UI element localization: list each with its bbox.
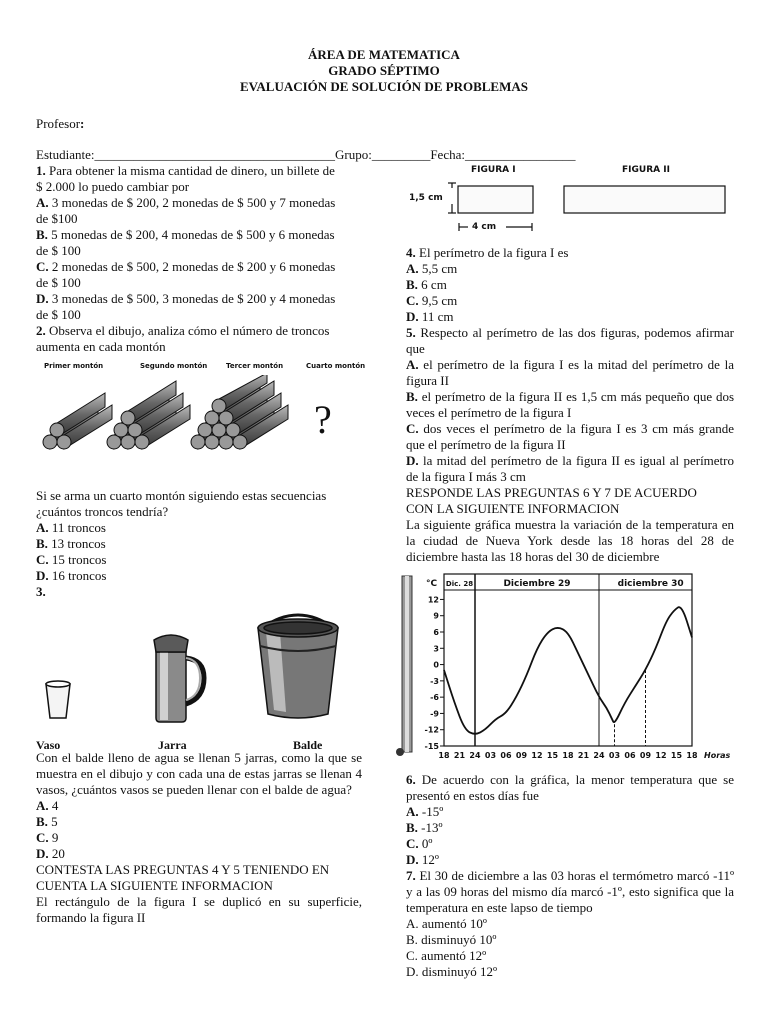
q4-option-b [406, 277, 734, 293]
q4-option-c-text: 9,5 cm [421, 293, 458, 308]
x-tick-label-8: 18 [562, 751, 574, 760]
q4-text: El perímetro de la figura I es [419, 245, 569, 260]
q4-option-c [406, 293, 734, 309]
q7-text: El 30 de diciembre a las 03 horas el termómetro marcó -11º y a las 09 horas del mismo día marcó -1º, esto significa que la temperatura en este lapso de tiempo [406, 868, 735, 915]
q5-option-c [406, 421, 734, 453]
y-tick-label-6: -6 [430, 693, 439, 703]
q6-option-c-text: 0º [421, 836, 433, 851]
q1-stem [36, 163, 362, 179]
q1-option-b-letter: B. [36, 227, 48, 242]
q4-option-a-text: 5,5 cm [421, 261, 458, 276]
q2-text-a: Observa el dibujo, analiza cómo el número de troncos [49, 323, 330, 338]
x-tick-label-16: 18 [686, 751, 698, 760]
q1-number: 1. [36, 163, 46, 178]
q6-option-c-letter: C. [406, 836, 419, 851]
q2-option-c [36, 552, 362, 568]
q4-option-d-text: 11 cm [421, 309, 454, 324]
q2-option-d-text: 16 troncos [51, 568, 107, 583]
q5-text: Respecto al perímetro de las dos figuras, podemos afirmar que [406, 325, 735, 356]
section45-text: El rectángulo de la figura I se duplicó en su superficie, formando la figura II [36, 894, 362, 925]
profesor-colon: : [80, 116, 85, 131]
q7-option-c: C. aumentó 12º [406, 948, 487, 963]
q3-number: 3. [36, 584, 46, 599]
section67-text: La siguiente gráfica muestra la variación de la temperatura en la ciudad de Nueva York desde las 18 horas del 28 de diciembre hasta las 18 horas del 30 de diciembre [406, 517, 734, 564]
y-tick-label-1: 9 [433, 611, 439, 621]
q1-option-d-letter: D. [36, 291, 49, 306]
label-jarra: Jarra [158, 738, 187, 752]
q2-question-b: ¿cuántos troncos tendría? [36, 504, 169, 519]
student-field-line: Estudiante:_____________________________________Grupo:_________Fecha:_________________ [36, 147, 576, 162]
q2-question [36, 488, 362, 600]
q2-option-c-letter: C. [36, 552, 49, 567]
q4-option-d-letter: D. [406, 309, 419, 324]
q3-number-line [36, 584, 362, 600]
q3-option-b-text: 5 [51, 814, 58, 829]
q3-option-c [36, 830, 362, 846]
x-tick-label-2: 24 [469, 751, 481, 760]
y-tick-label-4: 0 [433, 660, 439, 670]
q5-number: 5. [406, 325, 416, 340]
figure-1-rect [458, 186, 533, 213]
q5-option-d [406, 453, 734, 485]
header-title-area: ÁREA DE MATEMATICA [308, 47, 460, 62]
q1-option-a [36, 195, 362, 211]
q1-stem-b: $ 2.000 lo puedo cambiar por [36, 179, 190, 194]
q6-number: 6. [406, 772, 416, 787]
glass-icon [46, 681, 70, 718]
day-label-1: Dic. 28 [445, 580, 474, 588]
q4-option-d [406, 309, 734, 325]
log-pile-2 [107, 381, 190, 449]
q4-option-c-letter: C. [406, 293, 419, 308]
q3-option-c-letter: C. [36, 830, 49, 845]
q2-stem [36, 323, 362, 339]
q6-option-a-letter: A. [406, 804, 419, 819]
q6-option-a-text: -15º [421, 804, 444, 819]
figure-2-rect [564, 186, 725, 213]
header-title-grade: GRADO SÉPTIMO [328, 63, 440, 78]
q6-option-c [406, 836, 734, 852]
x-axis-label: Horas [704, 751, 731, 760]
q4-stem [406, 245, 734, 261]
jug-icon [154, 635, 204, 722]
x-tick-label-0: 18 [438, 751, 450, 760]
q2-option-d-letter: D. [36, 568, 49, 583]
q3-option-d-letter: D. [36, 846, 49, 861]
caption-cuarto-monton: Cuarto montón [306, 362, 366, 370]
q1-option-b-cont: de $ 100 [36, 243, 81, 258]
q6-option-a [406, 804, 734, 820]
x-tick-label-11: 03 [608, 751, 621, 760]
q1-option-d-text: 3 monedas de $ 500, 3 monedas de $ 200 y 4 monedas [51, 291, 336, 306]
q2-option-b-text: 13 troncos [51, 536, 106, 551]
q2-question-a: Si se arma un cuarto montón siguiendo estas secuencias [36, 488, 327, 503]
x-tick-label-4: 06 [500, 751, 512, 760]
x-tick-label-5: 09 [515, 751, 528, 760]
log-pile-3 [191, 375, 288, 449]
q2-option-c-text: 15 troncos [51, 552, 107, 567]
section45-title-b: CUENTA LA SIGUIENTE INFORMACION [36, 878, 273, 893]
q3-option-a-letter: A. [36, 798, 49, 813]
q1-option-b-text: 5 monedas de $ 200, 4 monedas de $ 500 y 6 monedas [51, 227, 335, 242]
q3-option-d [36, 846, 362, 862]
q4-option-a-letter: A. [406, 261, 419, 276]
figures-diagram [405, 175, 735, 235]
x-tick-label-6: 12 [531, 751, 543, 760]
x-tick-label-1: 21 [453, 751, 466, 760]
x-tick-label-13: 09 [639, 751, 652, 760]
label-vaso: Vaso [36, 738, 61, 752]
x-tick-label-10: 24 [593, 751, 605, 760]
q2-option-a-text: 11 troncos [51, 520, 106, 535]
figure-1-title: FIGURA I [471, 165, 516, 175]
caption-tercer-monton: Tercer montón [226, 362, 284, 370]
caption-segundo-monton: Segundo montón [140, 362, 208, 370]
q2-number: 2. [36, 323, 46, 338]
q2-option-d [36, 568, 362, 584]
header-title-evaluation: EVALUACIÓN DE SOLUCIÓN DE PROBLEMAS [240, 79, 528, 94]
q1-option-a-text: 3 monedas de $ 200, 2 monedas de $ 500 y 7 monedas [51, 195, 336, 210]
q5-option-a [406, 357, 734, 389]
thermometer-glass [405, 576, 409, 752]
q6-text: De acuerdo con la gráfica, la menor temperatura que se presentó en estos días fue [406, 772, 735, 803]
q6-stem [406, 772, 734, 804]
q2-option-a-letter: A. [36, 520, 49, 535]
temperature-chart [392, 570, 732, 766]
y-tick-label-7: -9 [430, 709, 439, 719]
q6-option-d-text: 12º [421, 852, 439, 867]
q7-stem [406, 868, 734, 916]
figure-width-label: 4 cm [472, 222, 497, 232]
q4-option-b-letter: B. [406, 277, 418, 292]
q1-option-d [36, 291, 362, 307]
q5-option-b [406, 389, 734, 421]
q2-option-a [36, 520, 362, 536]
q6-option-d-letter: D. [406, 852, 419, 867]
q6-option-b-text: -13º [421, 820, 443, 835]
q5-stem [406, 325, 734, 357]
q1-option-a-cont: de $100 [36, 211, 78, 226]
bucket-icon [258, 615, 338, 718]
q3-option-a-text: 4 [51, 798, 59, 813]
y-tick-label-3: 3 [433, 644, 439, 654]
x-tick-label-12: 06 [624, 751, 636, 760]
question-mark: ? [314, 397, 332, 442]
x-tick-label-9: 21 [577, 751, 590, 760]
caption-primer-monton: Primer montón [44, 362, 104, 370]
q5-option-c-text: dos veces el perímetro de la figura I es 3 cm más grande que el perímetro de la figura II [406, 421, 735, 452]
q7-option-b: B. disminuyó 10º [406, 932, 497, 947]
q1-option-d-cont: de $ 100 [36, 307, 81, 322]
x-tick-label-3: 03 [484, 751, 497, 760]
q4-number: 4. [406, 245, 416, 260]
q5-option-b-text: el perímetro de la figura II es 1,5 cm más pequeño que dos veces el perímetro de la figura I [406, 389, 735, 420]
y-tick-label-9: -15 [424, 742, 439, 751]
right-column-q4-q5 [406, 245, 734, 565]
label-balde: Balde [293, 738, 323, 752]
q3-option-c-text: 9 [51, 830, 59, 845]
q3-option-d-text: 20 [51, 846, 65, 861]
q5-option-d-letter: D. [406, 453, 419, 468]
right-column-q6-q7 [406, 772, 734, 980]
q6-option-b-letter: B. [406, 820, 418, 835]
profesor-label: Profesor [36, 116, 81, 131]
q4-option-a [406, 261, 734, 277]
q5-option-a-text: el perímetro de la figura I es la mitad del perímetro de la figura II [406, 357, 734, 388]
section67-title-b: CON LA SIGUIENTE INFORMACION [406, 501, 620, 516]
y-axis-unit: °C [426, 579, 438, 589]
section67-title-a: RESPONDE LAS PREGUNTAS 6 Y 7 DE ACUERDO [406, 485, 697, 500]
q1-option-b [36, 227, 362, 243]
q1-option-c-letter: C. [36, 259, 49, 274]
q5-option-b-letter: B. [406, 389, 418, 404]
q5-option-d-text: la mitad del perímetro de la figura II es igual al perímetro de la figura I más 3 cm [406, 453, 734, 484]
q3-option-b-letter: B. [36, 814, 48, 829]
q2-stem-b: aumenta en cada montón [36, 339, 166, 354]
question-3 [36, 750, 362, 926]
chart-frame [444, 574, 692, 746]
q2-option-b [36, 536, 362, 552]
q1-option-a-letter: A. [36, 195, 49, 210]
y-tick-label-5: -3 [430, 676, 439, 686]
q1-text-a: Para obtener la misma cantidad de dinero, un billete de [49, 163, 335, 178]
q1-option-c-text: 2 monedas de $ 500, 2 monedas de $ 200 y 6 monedas [51, 259, 336, 274]
y-tick-label-8: -12 [424, 725, 439, 735]
x-tick-label-7: 15 [546, 751, 559, 760]
figure-height-label: 1,5 cm [409, 193, 443, 203]
thermometer-bulb [396, 748, 404, 756]
profesor-field [36, 116, 84, 132]
q7-number: 7. [406, 868, 416, 883]
figure-2-title: FIGURA II [622, 165, 670, 175]
section45-title-a: CONTESTA LAS PREGUNTAS 4 Y 5 TENIENDO EN [36, 862, 330, 877]
q5-option-a-letter: A. [406, 357, 419, 372]
q2-option-b-letter: B. [36, 536, 48, 551]
q6-option-b [406, 820, 734, 836]
container-illustration [36, 606, 366, 741]
q4-option-b-text: 6 cm [421, 277, 447, 292]
q3-option-a [36, 798, 362, 814]
day-label-2: Diciembre 29 [503, 579, 571, 589]
q6-option-d [406, 852, 734, 868]
day-label-3: diciembre 30 [617, 579, 684, 589]
y-tick-label-2: 6 [433, 628, 439, 637]
q1-option-c-cont: de $ 100 [36, 275, 81, 290]
q3-text: Con el balde lleno de agua se llenan 5 jarras, como la que se muestra en el dibujo y con cada una de estas jarras se llenan 4 vasos, ¿cuántos vasos se pueden llenar con el balde de agua? [36, 750, 362, 797]
q5-option-c-letter: C. [406, 421, 419, 436]
q7-option-a: A. aumentó 10º [406, 916, 487, 931]
q3-option-b [36, 814, 362, 830]
question-1 [36, 163, 362, 355]
y-tick-label-0: 12 [427, 595, 439, 605]
x-tick-label-15: 15 [670, 751, 683, 760]
q1-option-c [36, 259, 362, 275]
x-tick-label-14: 12 [655, 751, 667, 760]
q7-option-d: D. disminuyó 12º [406, 964, 498, 979]
log-pile-1 [43, 393, 112, 449]
